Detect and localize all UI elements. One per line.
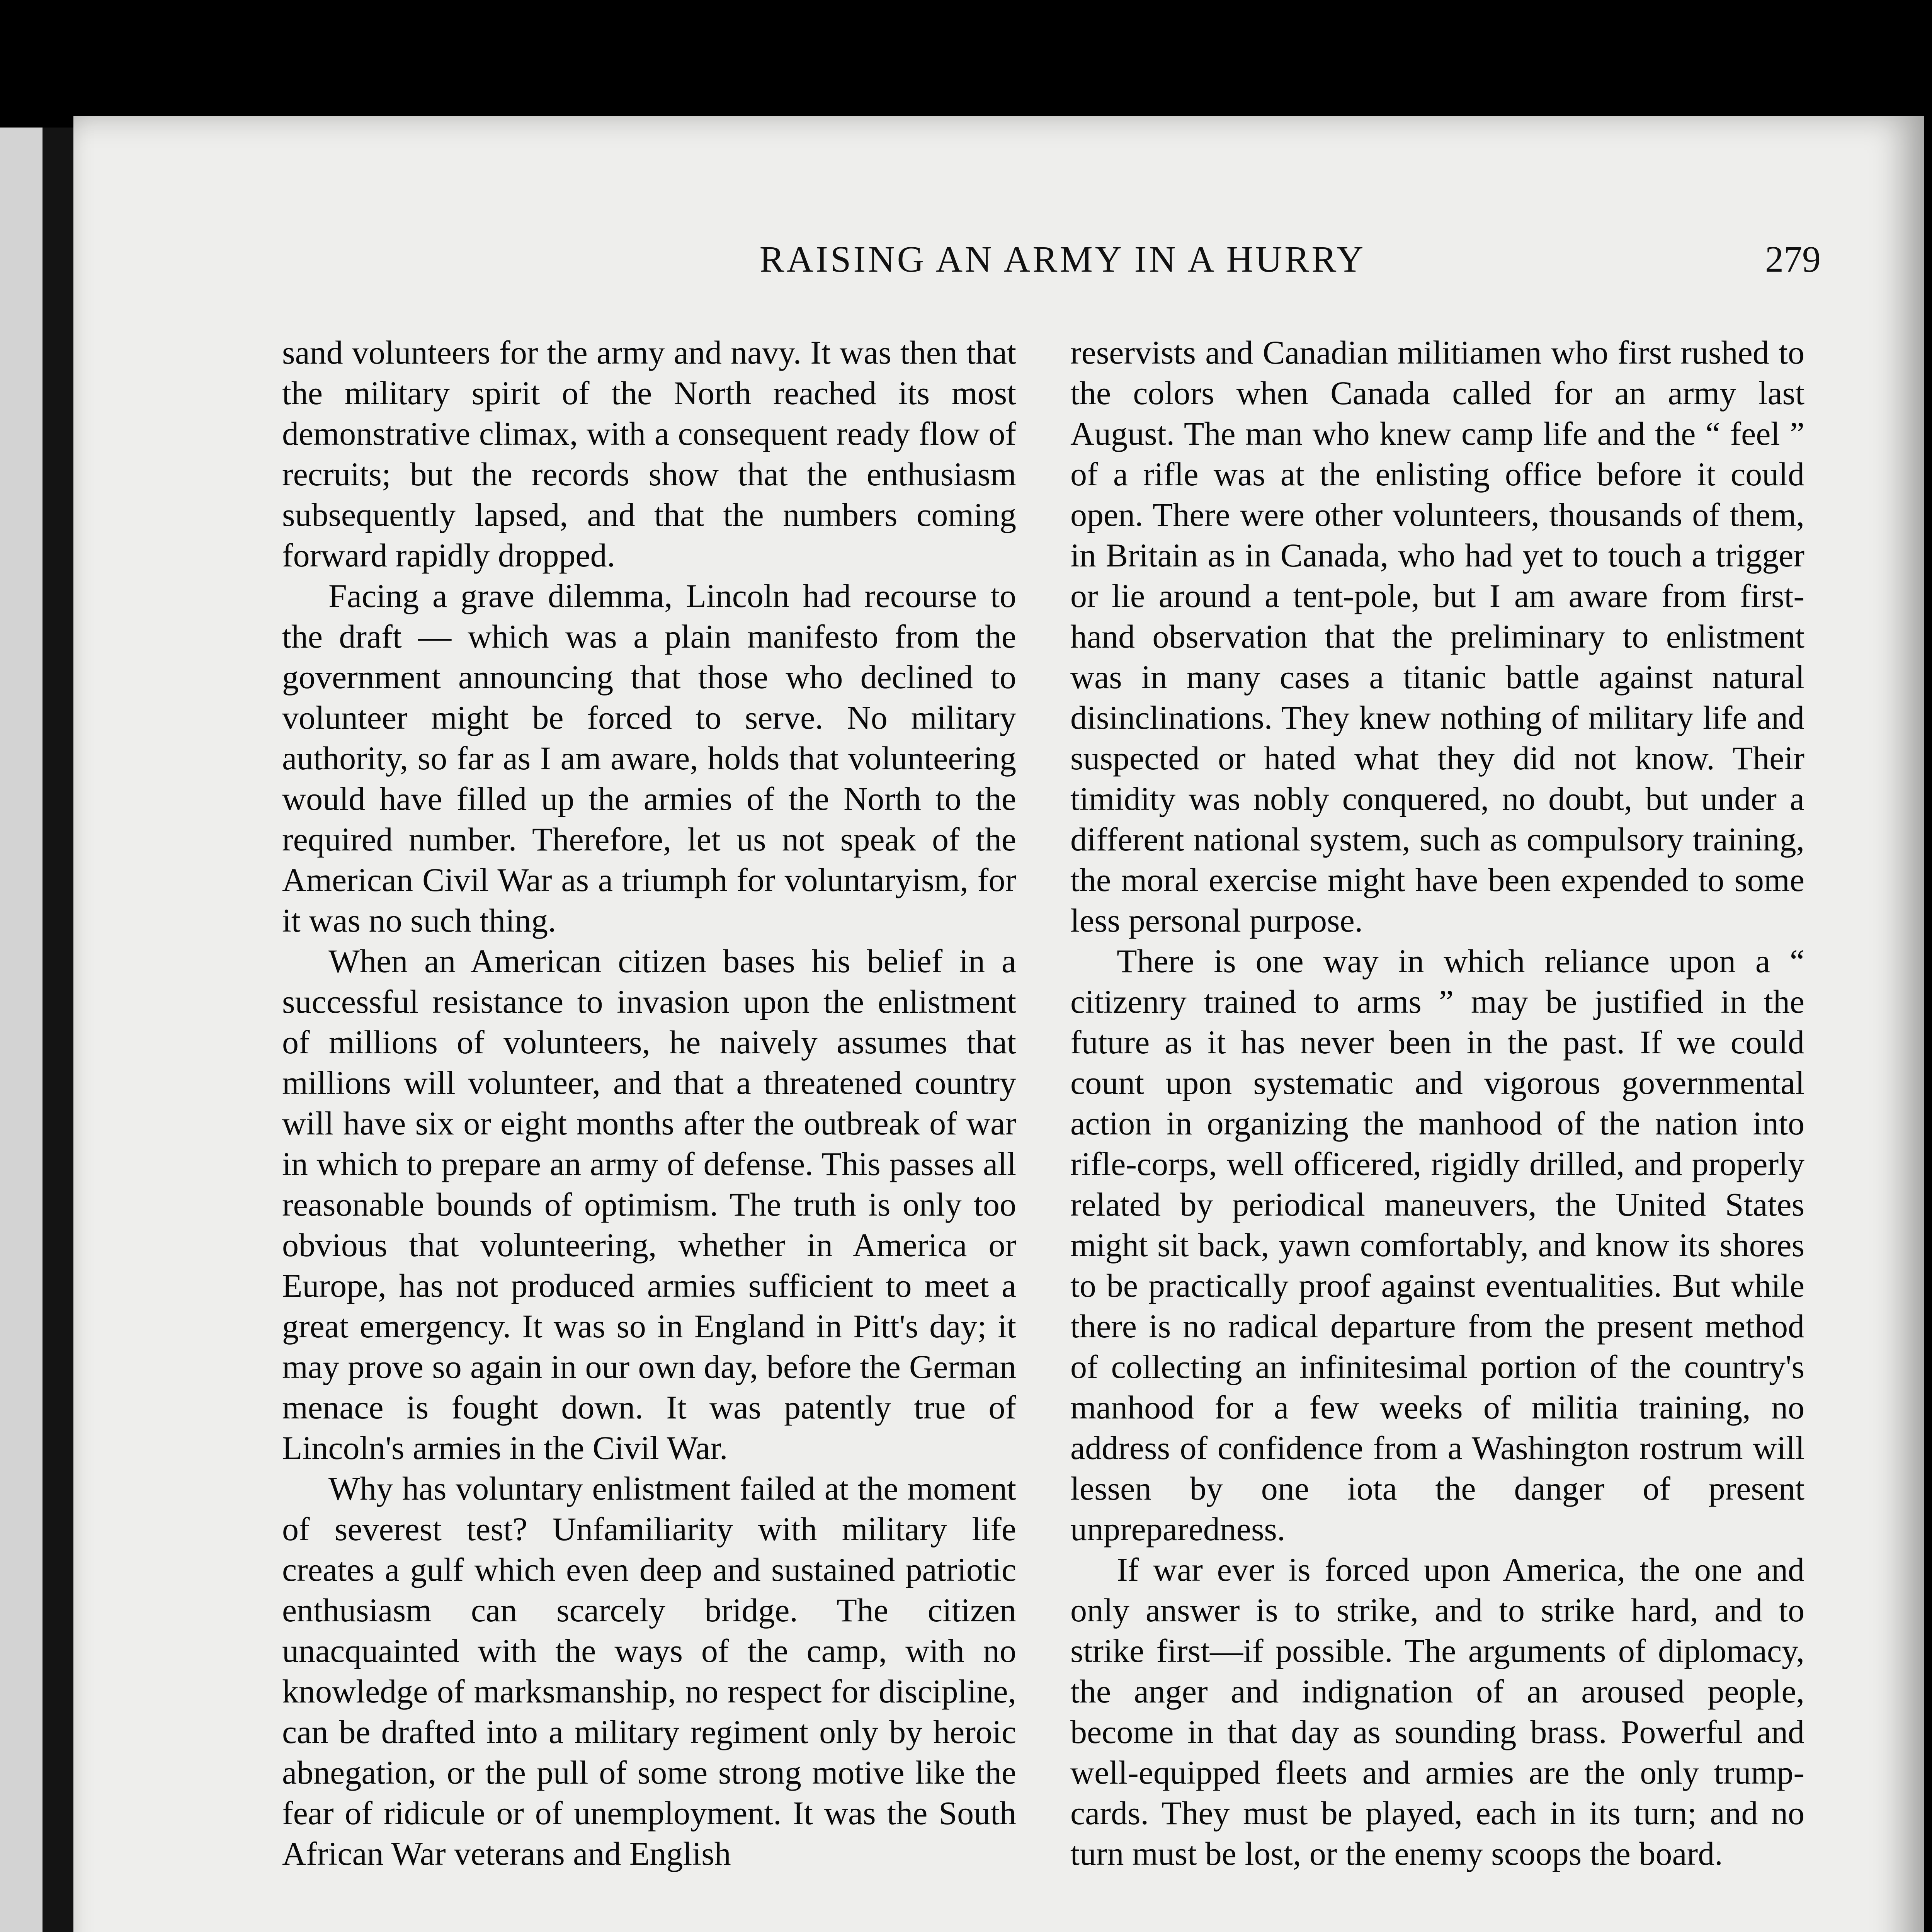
page-number: 279: [1765, 238, 1821, 280]
article-right-column: [1070, 332, 1804, 1874]
paragraph: When an American citizen bases his belief in a successful resistance to invasion upon the enlistment of millions of volunteers, he naively assumes that millions will volunteer, and that a threatened country will have six or eight months after the outbreak of war in which to prepare an army of defense. This passes all reasonable bounds of optimism. The truth is only too obvious that volunteering, whether in America or Europe, has not produced armies sufficient to meet a great emergency. It was so in England in Pitt's day; it may prove so again in our own day, before the German menace is fought down. It was patently true of Lincoln's armies in the Civil War.: [282, 942, 1016, 1466]
book-gutter: [43, 128, 77, 1932]
paragraph: Why has voluntary enlistment failed at the moment of severest test? Unfamiliarity with military life creates a gulf which even deep and sustained patriotic enthusiasm can scarcely bridge. The citizen unacquainted with the ways of the camp, with no knowledge of marksmanship, no respect for discipline, can be drafted into a military regiment only by heroic abnegation, or the pull of some strong motive like the fear of ridicule or of unemployment. It was the South African War veterans and English: [282, 1470, 1016, 1872]
paragraph: reservists and Canadian militiamen who first rushed to the colors when Canada called for an army last August. The man who knew camp life and the “ feel ” of a rifle was at the enlisting office before it could open. There were other volunteers, thousands of them, in Britain as in Canada, who had yet to touch a trigger or lie around a tent-pole, but I am aware from first-hand observation that the preliminary to enlistment was in many cases a titanic battle against natural disinclinations. They knew nothing of military life and suspected or hated what they did not know. Their timidity was nobly conquered, no doubt, but under a different national system, such as compulsory training, the moral exercise might have been expended to some less personal purpose.: [1070, 334, 1804, 939]
paragraph: There is one way in which reliance upon a “ citizenry trained to arms ” may be justified in the future as it has never been in the past. If we could count upon systematic and vigorous governmental action in organizing the manhood of the nation into rifle-corps, well officered, rigidly drilled, and properly related by periodical maneuvers, the United States might sit back, yawn comfortably, and know its shores to be practically proof against eventualities. But while there is no radical departure from the present method of collecting an infinitesimal portion of the country's manhood for a few weeks of militia training, no address of confidence from a Washington rostrum will lessen by one iota the danger of present unpreparedness.: [1070, 942, 1804, 1548]
running-header-title: RAISING AN ARMY IN A HURRY: [759, 238, 1366, 280]
article-left-column: [282, 332, 1016, 1874]
facing-page-edge: [0, 128, 43, 1932]
paragraph: sand volunteers for the army and navy. It was then that the military spirit of the North reached its most demonstrative climax, with a consequent ready flow of recruits; but the records show that the enthusiasm subsequently lapsed, and that the numbers coming forward rapidly dropped.: [282, 334, 1016, 574]
paragraph: Facing a grave dilemma, Lincoln had recourse to the draft — which was a plain manifesto from the government announcing that those who declined to volunteer might be forced to serve. No military authority, so far as I am aware, holds that volunteering would have filled up the armies of the North to the required number. Therefore, let us not speak of the American Civil War as a triumph for voluntaryism, for it was no such thing.: [282, 577, 1016, 939]
paragraph: If war ever is forced upon America, the one and only answer is to strike, and to strike hard, and to strike first—if possible. The arguments of diplomacy, the anger and indignation of an aroused people, become in that day as sounding brass. Powerful and well-equipped fleets and armies are the only trump-cards. They must be played, each in its turn; and no turn must be lost, or the enemy scoops the board.: [1070, 1551, 1804, 1872]
